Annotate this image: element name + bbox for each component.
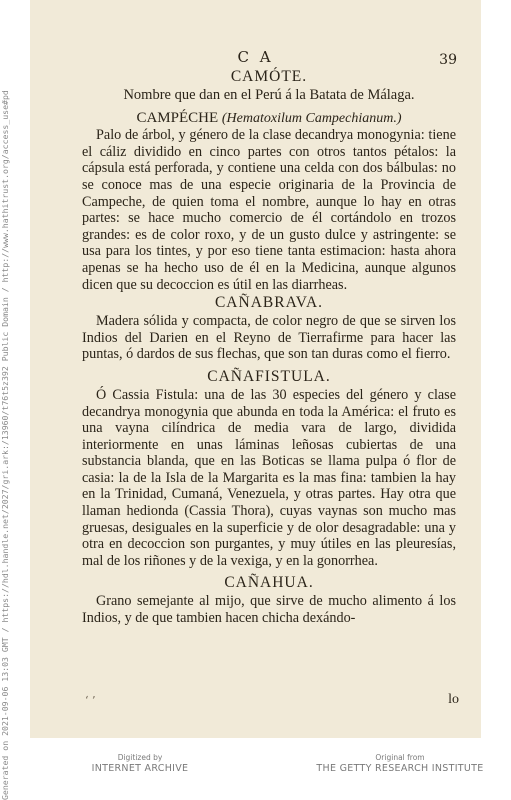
- campeche-latin-name: (Hematoxilum Campechianum.): [221, 110, 402, 126]
- source-credit: [300, 753, 500, 775]
- entry-body-camote: Nombre que dan en el Perú á la Batata de Málaga.: [123, 87, 415, 103]
- page-text: [82, 65, 456, 627]
- entry-title-canafistula: CAÑAFISTULA.: [207, 367, 331, 385]
- entry-title-canabrava: CAÑABRAVA.: [214, 294, 324, 312]
- digitized-by-label: Digitized by: [117, 753, 163, 762]
- campeche-title-word: CAMPÉCHE: [136, 109, 219, 126]
- signature-mark: ‘ ’: [85, 694, 96, 707]
- book-page: [30, 0, 481, 738]
- page-paper: [30, 0, 481, 738]
- entry-body-canahua: Grano semejante al mijo, que sirve de mucho alimento á los Indios, y de que tambien hacen chicha dexándo-: [82, 593, 456, 627]
- digitizer-credit: [70, 753, 210, 775]
- entry-body-canafistula: Ó Cassia Fistula: una de las 30 especies del género y clase decandrya monogynia que abunda en toda la América: el fruto es una vayna cilíndrica de media vara de largo, dividida interiormente en unas láminas leñosas cubiertas de una substancia blanda, que en las Boticas se llama pulpa ó flor de casia: la de la Isla de la Margarita es la mas fina: tambien la hay en la Trinidad, Cumaná, Venezuela, y otras partes. Hay otra que llaman hedionda (Cassia Thora), cuyas vaynas son mucho mas gruesas, desiguales en la superficie y de olor desagradable: una y otra en decoccion son purgantes, y muy útiles en las pleuresías, mal de los riñones y de la vexiga, y en la gonorrhea.: [82, 386, 456, 569]
- catchword: lo: [448, 692, 459, 707]
- page-number: 39: [439, 52, 457, 68]
- access-note-text: Generated on 2021-09-06 13:03 GMT / https://hdl.handle.net/2027/gri.ark:/13960/t76t5z392 Public Domain / http://www.hathitrust.org/access_use#pd: [0, 90, 10, 800]
- running-head: C A: [237, 48, 274, 66]
- access-note-margin: [0, 90, 12, 800]
- entry-title-campeche: [82, 110, 456, 128]
- entry-title-canahua: CAÑAHUA.: [224, 574, 314, 592]
- original-from-label: Original from: [375, 753, 425, 762]
- getty-label: THE GETTY RESEARCH INSTITUTE: [316, 763, 484, 774]
- entry-title-camote: CAMÓTE.: [230, 68, 308, 85]
- internet-archive-label: INTERNET ARCHIVE: [91, 763, 189, 774]
- entry-body-canabrava: Madera sólida y compacta, de color negro de que se sirven los Indios del Darien en el Reyno de Tierrafirme para hacer las puntas, ó dardos de sus flechas, que son tan duras como el fierro.: [82, 313, 456, 363]
- entry-body-campeche: Palo de árbol, y género de la clase decandrya monogynia: tiene el cáliz dividido en cinco partes con otros tantos pétalos: la cápsula está perforada, y contiene una celda con dos bálbulas: no se conoce mas de una especie originaria de la Provincia de Campeche, de quien toma el nombre, aunque lo hay en otras partes: se hace mucho comercio de él cortándolo en trozos grandes: es de color roxo, y de un gusto dulce y astringente: se usa para los tintes, y por eso tiene tanta estimacion: hasta ahora apenas se ha hecho uso de él en la Medicina, aunque algunos dicen que su decoccion es útil en las diarrheas.: [82, 127, 456, 293]
